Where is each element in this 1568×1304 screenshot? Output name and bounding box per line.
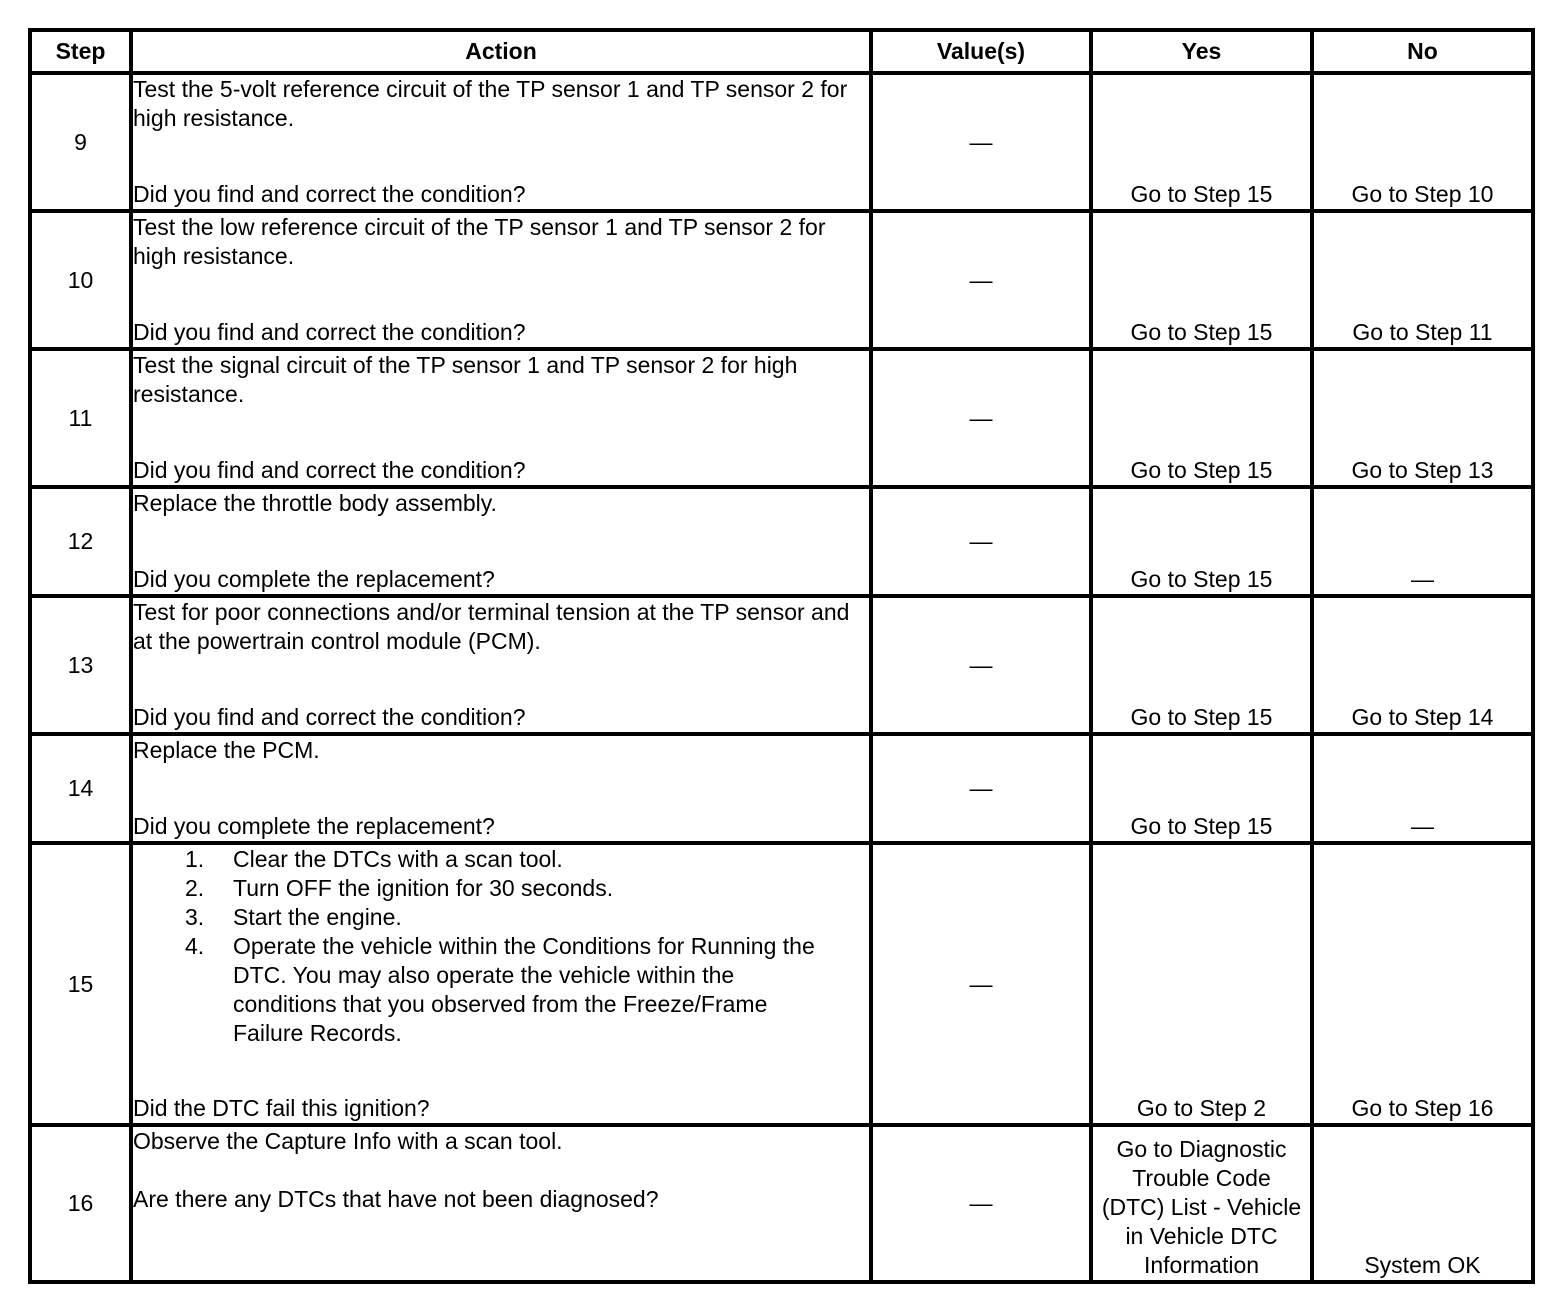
diagnostic-steps-table — [28, 28, 1535, 1284]
value-cell: — — [871, 211, 1091, 349]
value-cell: — — [871, 734, 1091, 843]
action-cell — [131, 211, 871, 349]
value-cell: — — [871, 349, 1091, 487]
action-cell — [131, 487, 871, 596]
header-values: Value(s) — [871, 30, 1091, 73]
action-question: Did you find and correct the condition? — [133, 457, 526, 483]
step-number: 14 — [30, 734, 131, 843]
step-number: 11 — [30, 349, 131, 487]
header-yes: Yes — [1091, 30, 1312, 73]
procedure-item: Clear the DTCs with a scan tool. — [233, 846, 563, 872]
procedure-item: Start the engine. — [233, 904, 402, 930]
no-cell: Go to Step 13 — [1312, 349, 1533, 487]
step-number: 15 — [30, 843, 131, 1125]
diagnostic-table-page — [28, 28, 1535, 1284]
action-question: Did you complete the replacement? — [133, 813, 495, 839]
yes-cell: Go to Step 15 — [1091, 73, 1312, 211]
table-row — [30, 211, 1533, 349]
yes-cell: Go to Step 2 — [1091, 843, 1312, 1125]
action-text: Test the 5-volt reference circuit of the TP sensor 1 and TP sensor 2 for high resistance. — [133, 76, 848, 131]
action-cell — [131, 1125, 871, 1282]
value-cell: — — [871, 73, 1091, 211]
no-cell: Go to Step 16 — [1312, 843, 1533, 1125]
no-cell: Go to Step 14 — [1312, 596, 1533, 734]
no-cell: Go to Step 10 — [1312, 73, 1533, 211]
no-cell: — — [1312, 734, 1533, 843]
yes-cell: Go to Step 15 — [1091, 211, 1312, 349]
step-number: 10 — [30, 211, 131, 349]
action-cell — [131, 734, 871, 843]
yes-cell: Go to Step 15 — [1091, 349, 1312, 487]
yes-cell: Go to Step 15 — [1091, 487, 1312, 596]
action-text: Replace the PCM. — [133, 737, 320, 763]
step-number: 16 — [30, 1125, 131, 1282]
yes-cell: Go to Diagnostic Trouble Code (DTC) List - Vehicle in Vehicle DTC Information — [1091, 1125, 1312, 1282]
action-text: Test the signal circuit of the TP sensor 1 and TP sensor 2 for high resistance. — [133, 352, 798, 407]
action-question: Did you find and correct the condition? — [133, 319, 526, 345]
value-cell: — — [871, 1125, 1091, 1282]
action-question: Are there any DTCs that have not been diagnosed? — [133, 1186, 659, 1212]
procedure-item: Operate the vehicle within the Conditions for Running the DTC. You may also operate the vehicle within the conditions that you observed from the Freeze/Frame Failure Records. — [233, 933, 815, 1046]
step-number: 13 — [30, 596, 131, 734]
no-cell: — — [1312, 487, 1533, 596]
procedure-list — [133, 845, 869, 1048]
step-number: 12 — [30, 487, 131, 596]
yes-cell: Go to Step 15 — [1091, 734, 1312, 843]
action-text: Observe the Capture Info with a scan tool. — [133, 1128, 563, 1154]
table-row — [30, 734, 1533, 843]
action-cell — [131, 349, 871, 487]
yes-cell: Go to Step 15 — [1091, 596, 1312, 734]
table-row — [30, 1125, 1533, 1282]
action-text: Test for poor connections and/or terminal tension at the TP sensor and at the powertrain control module (PCM). — [133, 599, 850, 654]
header-action: Action — [131, 30, 871, 73]
action-text: Test the low reference circuit of the TP sensor 1 and TP sensor 2 for high resistance. — [133, 214, 826, 269]
table-row — [30, 349, 1533, 487]
no-cell: System OK — [1312, 1125, 1533, 1282]
procedure-item: Turn OFF the ignition for 30 seconds. — [233, 875, 614, 901]
step-number: 9 — [30, 73, 131, 211]
action-cell — [131, 73, 871, 211]
action-question: Did you complete the replacement? — [133, 566, 495, 592]
action-text: Replace the throttle body assembly. — [133, 490, 497, 516]
action-question: Did the DTC fail this ignition? — [133, 1095, 430, 1121]
value-cell: — — [871, 596, 1091, 734]
value-cell: — — [871, 843, 1091, 1125]
action-question: Did you find and correct the condition? — [133, 181, 526, 207]
table-row — [30, 73, 1533, 211]
action-cell — [131, 596, 871, 734]
action-cell — [131, 843, 871, 1125]
value-cell: — — [871, 487, 1091, 596]
header-step: Step — [30, 30, 131, 73]
table-row — [30, 596, 1533, 734]
header-row — [30, 30, 1533, 73]
header-no: No — [1312, 30, 1533, 73]
table-row — [30, 487, 1533, 596]
action-question: Did you find and correct the condition? — [133, 704, 526, 730]
no-cell: Go to Step 11 — [1312, 211, 1533, 349]
table-row — [30, 843, 1533, 1125]
